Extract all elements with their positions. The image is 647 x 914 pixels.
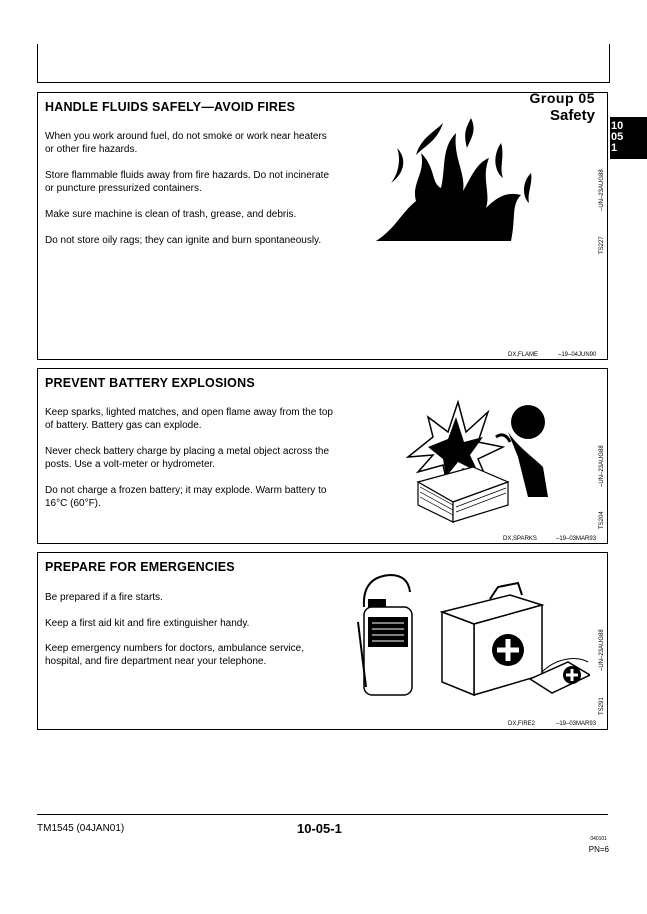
panel-title: PREVENT BATTERY EXPLOSIONS bbox=[45, 376, 255, 390]
reference-name: DX,SPARKS bbox=[503, 536, 537, 542]
page-number: 10-05-1 bbox=[297, 821, 342, 836]
flame-icon bbox=[371, 113, 551, 243]
panel-title: PREPARE FOR EMERGENCIES bbox=[45, 560, 235, 574]
reference-name: DX,FIRE2 bbox=[508, 721, 536, 727]
safety-panel-fluids bbox=[37, 92, 608, 360]
reference-date: –19–03MAR93 bbox=[556, 536, 597, 542]
paragraph: Store flammable fluids away from fire hazards. Do not incinerate or puncture pressurized containers. bbox=[45, 170, 330, 194]
footer-divider bbox=[37, 814, 608, 815]
footer-code: 040101 bbox=[590, 836, 607, 842]
paragraph: Keep a first aid kit and fire extinguisher handy. bbox=[45, 618, 250, 629]
image-date: –UN–23AUG88 bbox=[599, 629, 605, 671]
first-aid-extinguisher-icon bbox=[350, 567, 590, 702]
group-title: Group 05 bbox=[529, 90, 595, 106]
image-code: TS291 bbox=[599, 697, 605, 715]
image-date: –UN–23AUG88 bbox=[599, 169, 605, 211]
tab-line-1: 10 bbox=[611, 120, 624, 132]
paragraph: Do not store oily rags; they can ignite and burn spontaneously. bbox=[45, 235, 322, 246]
panel-title: HANDLE FLUIDS SAFELY—AVOID FIRES bbox=[45, 100, 296, 114]
safety-panel-emergencies bbox=[37, 552, 608, 730]
reference-name: DX,FLAME bbox=[508, 352, 539, 358]
paragraph: Be prepared if a fire starts. bbox=[45, 592, 163, 603]
paragraph: Keep emergency numbers for doctors, ambulance service, hospital, and fire department near your telephone. bbox=[45, 643, 305, 667]
safety-panel-battery bbox=[37, 368, 608, 544]
image-date: –UN–23AUG88 bbox=[599, 445, 605, 487]
tab-line-3: 1 bbox=[611, 142, 618, 154]
image-code: TS204 bbox=[599, 511, 605, 529]
paragraph: Never check battery charge by placing a metal object across the posts. Use a volt-meter or hydrometer. bbox=[45, 446, 330, 470]
paragraph: Do not charge a frozen battery; it may explode. Warm battery to 16°C (60°F). bbox=[45, 485, 327, 509]
reference-date: –19–03MAR93 bbox=[556, 721, 597, 727]
tab-line-2: 05 bbox=[611, 131, 624, 143]
section-tab bbox=[610, 117, 647, 159]
paragraph: Keep sparks, lighted matches, and open flame away from the top of battery. Battery gas can explode. bbox=[45, 407, 333, 431]
pn-number: PN=6 bbox=[588, 845, 609, 854]
battery-explosion-icon bbox=[378, 387, 558, 527]
document-id: TM1545 (04JAN01) bbox=[37, 823, 125, 834]
section-title: Safety bbox=[549, 107, 595, 124]
paragraph: When you work around fuel, do not smoke or work near heaters or other fire hazards. bbox=[45, 131, 327, 155]
paragraph: Make sure machine is clean of trash, grease, and debris. bbox=[45, 209, 297, 220]
reference-date: –19–04JUN90 bbox=[558, 352, 597, 358]
image-code: TS227 bbox=[599, 236, 605, 254]
